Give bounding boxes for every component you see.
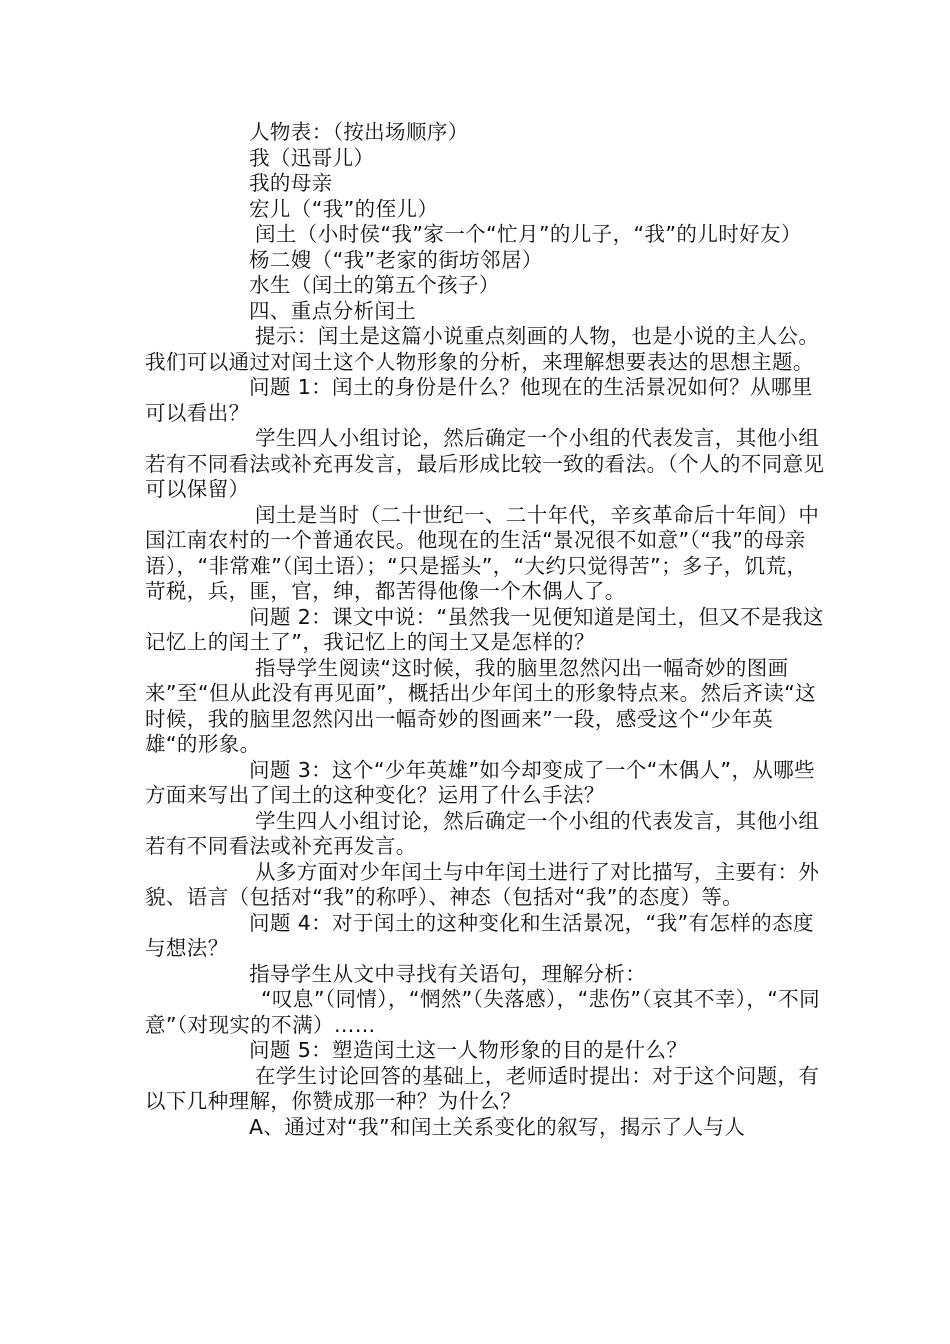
paragraph: 闰土（小时侯“我”家一个“忙月”的儿子，“我”的儿时好友） [255,222,802,246]
paragraph: 四、重点分析闰土 [249,298,417,323]
paragraph: 我（迅哥儿） [249,145,375,170]
paragraph: “叹息”（同情），“惘然”（失落感），“悲伤”（哀其不幸），“不同意”（对现实的不满）…… [145,987,821,1037]
paragraph: 杨二嫂（“我”老家的街坊邻居） [249,247,543,272]
paragraph: A、通过对“我”和闰土关系变化的叙写，揭示了人与人 [249,1114,746,1139]
paragraph: 宏儿（“我”的侄儿） [249,196,439,221]
paragraph: 问题 5：塑造闰土这一人物形象的目的是什么？ [249,1038,688,1062]
paragraph: 水生（闰土的第五个孩子） [249,273,500,297]
paragraph: 学生四人小组讨论，然后确定一个小组的代表发言，其他小组若有不同看法或补充再发言，最后形成比较一致的看法。（个人的不同意见可以保留） [145,426,825,501]
paragraph: 指导学生阅读“这时候，我的脑里忽然闪出一幅奇妙的图画来”至“但从此没有再见面”，概括出少年闰土的形象特点来。然后齐读“这时候，我的脑里忽然闪出一幅奇妙的图画来”一段，感受这个“少年英雄“的形象。 [145,655,817,756]
paragraph: 提示：闰土是这篇小说重点刻画的人物，也是小说的主人公。我们可以通过对闰土这个人物形象的分析，来理解想要表达的思想主题。 [145,324,820,374]
paragraph: 从多方面对少年闰土与中年闰土进行了对比描写，主要有：外貌、语言（包括对“我”的称呼）、神态（包括对“我”的态度）等。 [145,859,820,909]
paragraph: 问题 1：闰土的身份是什么？他现在的生活景况如何？从哪里可以看出？ [145,375,813,425]
paragraph: 我的母亲 [249,171,333,195]
paragraph: 闰土是当时（二十世纪一、二十年代，辛亥革命后十年间）中国江南农村的一个普通农民。他现在的生活“景况很不如意”（“我”的母亲语），“非常难”（闰土语）；“只是摇头”，“大约只觉得苦”；多子，饥荒，苛税，兵，匪，官，绅，都苦得他像一个木偶人了。 [145,502,820,603]
paragraph: 学生四人小组讨论，然后确定一个小组的代表发言，其他小组若有不同看法或补充再发言。 [145,808,820,858]
paragraph: 指导学生从文中寻找有关语句，理解分析： [249,961,647,986]
paragraph: 问题 4：对于闰土的这种变化和生活景况，“我”有怎样的态度与想法？ [145,910,814,960]
document-body [145,120,825,1140]
paragraph: 问题 3：这个“少年英雄”如今却变成了一个“木偶人”，从哪些方面来写出了闰土的这种变化？运用了什么手法？ [145,757,816,807]
paragraph: 问题 2：课文中说：“虽然我一见便知道是闰土，但又不是我这记忆上的闰土了”，我记忆上的闰土又是怎样的？ [145,604,824,654]
paragraph: 人物表：（按出场顺序） [249,120,469,144]
paragraph: 在学生讨论回答的基础上，老师适时提出：对于这个问题，有以下几种理解，你赞成那一种？为什么？ [145,1063,820,1113]
